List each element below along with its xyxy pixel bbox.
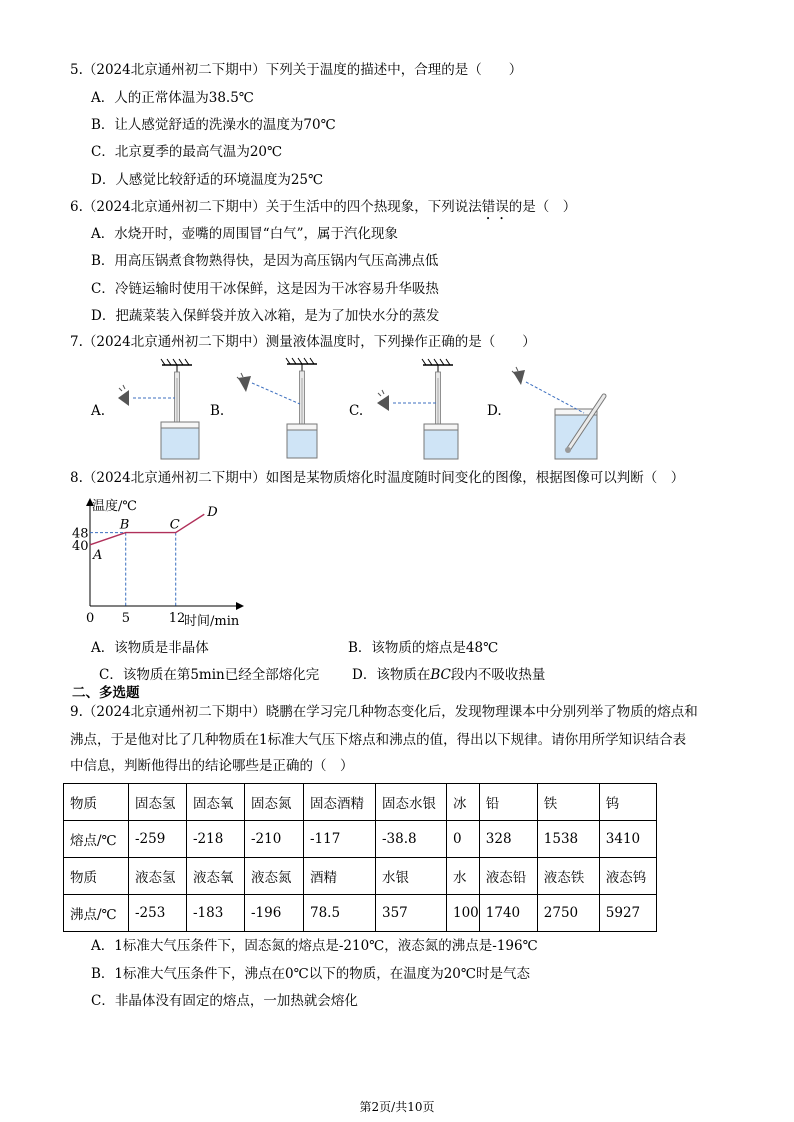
table-cell: 液态氮 xyxy=(245,858,304,895)
table-row xyxy=(64,858,657,895)
series-line xyxy=(90,514,204,545)
table-cell: 液态铁 xyxy=(537,858,599,895)
q5-option-a: A．人的正常体温为38.5℃ xyxy=(91,90,254,106)
q9-option-a: A．1标准大气压条件下，固态氮的熔点是-210℃，液态氮的沸点是-196℃ xyxy=(91,938,538,954)
x-axis-label: 时间/min xyxy=(184,614,240,629)
table-cell: 5927 xyxy=(599,895,656,932)
x-tick-label: 5 xyxy=(121,611,130,626)
q5-option-c: C．北京夏季的最高气温为20℃ xyxy=(91,144,283,160)
q9-stem-line-2: 沸点，于是他对比了几种物质在1标准大气压下熔点和沸点的值，得出以下规律。请你用所学知识结合表 xyxy=(70,732,687,748)
table-cell: -196 xyxy=(245,895,304,932)
table-cell: 沸点/℃ xyxy=(64,895,129,932)
q5-stem: 5.（2024北京通州初二下期中）下列关于温度的描述中，合理的是（ ） xyxy=(70,62,523,78)
table-cell: 78.5 xyxy=(304,895,376,932)
table-row xyxy=(64,821,657,858)
q8-option-d xyxy=(352,666,545,684)
table-cell: 0 xyxy=(447,821,480,858)
q5-option-b: B．让人感觉舒适的洗澡水的温度为70℃ xyxy=(91,117,336,133)
q9-table-body xyxy=(64,784,657,932)
q7-figure-d xyxy=(512,367,604,459)
table-cell: 固态水银 xyxy=(376,784,447,821)
table-cell: -183 xyxy=(187,895,245,932)
q8-option-d-segment: BC xyxy=(430,667,451,683)
point-label: B xyxy=(119,517,130,533)
q8-graph xyxy=(62,494,272,630)
table-cell: 物质 xyxy=(64,784,129,821)
q6-stem-after: 的是（ ） xyxy=(508,199,577,215)
q9-option-b: B．1标准大气压条件下，沸点在0℃以下的物质，在温度为20℃时是气态 xyxy=(91,966,530,982)
q8-option-d-before: D．该物质在 xyxy=(352,667,431,683)
q7-label-c: C. xyxy=(349,403,364,419)
x-tick-label: 0 xyxy=(86,611,95,626)
table-cell: 铁 xyxy=(537,784,599,821)
table-cell: 固态氧 xyxy=(187,784,245,821)
q8-option-c: C．该物质在第5min已经全部熔化完 xyxy=(99,667,320,683)
table-cell: 357 xyxy=(376,895,447,932)
table-cell: 固态氢 xyxy=(129,784,187,821)
point-label: A xyxy=(93,547,103,563)
q5-option-d: D．人感觉比较舒适的环境温度为25℃ xyxy=(91,172,324,188)
table-cell: 物质 xyxy=(64,858,129,895)
q7-label-d: D. xyxy=(487,403,502,419)
q6-option-a: A．水烧开时，壶嘴的周围冒“白气”，属于汽化现象 xyxy=(91,226,399,242)
table-cell: 1538 xyxy=(537,821,599,858)
table-cell: 2750 xyxy=(537,895,599,932)
q8-option-d-after: 段内不吸收热量 xyxy=(450,667,546,683)
table-cell: 液态氧 xyxy=(187,858,245,895)
q8-stem: 8.（2024北京通州初二下期中）如图是某物质熔化时温度随时间变化的图像，根据图像可以判断（ ） xyxy=(70,470,685,486)
table-cell: -117 xyxy=(304,821,376,858)
table-cell: -210 xyxy=(245,821,304,858)
q7-stem: 7.（2024北京通州初二下期中）测量液体温度时，下列操作正确的是（ ） xyxy=(70,334,536,350)
q6-option-d: D．把蔬菜装入保鲜袋并放入冰箱，是为了加快水分的蒸发 xyxy=(91,308,440,324)
page-footer: 第2页/共10页 xyxy=(359,1100,435,1114)
section-title: 二、多选题 xyxy=(72,685,140,701)
table-cell: 水银 xyxy=(376,858,447,895)
table-cell: 3410 xyxy=(599,821,656,858)
table-cell: 100 xyxy=(447,895,480,932)
y-tick-label: 48 xyxy=(72,526,89,542)
q9-option-c: C．非晶体没有固定的熔点，一加热就会熔化 xyxy=(91,993,358,1009)
q7-figure-a xyxy=(118,359,199,459)
q9-stem-line-3: 中信息，判断他得出的结论哪些是正确的（ ） xyxy=(70,758,354,774)
table-cell: 钨 xyxy=(599,784,656,821)
table-cell: -38.8 xyxy=(376,821,447,858)
q9-stem-line-1: 9.（2024北京通州初二下期中）晓鹏在学习完几种物态变化后，发现物理课本中分别列举了物质的熔点和 xyxy=(70,704,698,720)
y-axis-label: 温度/℃ xyxy=(92,499,137,514)
x-tick-label: 12 xyxy=(168,611,186,626)
q7-label-b: B. xyxy=(210,403,225,419)
table-cell: 固态酒精 xyxy=(304,784,376,821)
q6-stem-emphasis: 错误 xyxy=(481,199,509,215)
q8-option-b: B．该物质的熔点是48℃ xyxy=(348,640,499,656)
y-tick-label: 40 xyxy=(72,538,89,554)
q7-label-a: A. xyxy=(91,403,106,419)
table-cell: 1740 xyxy=(479,895,537,932)
table-row xyxy=(64,895,657,932)
table-cell: -218 xyxy=(187,821,245,858)
table-cell: 酒精 xyxy=(304,858,376,895)
table-cell: 固态氮 xyxy=(245,784,304,821)
table-cell: 铅 xyxy=(479,784,537,821)
table-cell: 水 xyxy=(447,858,480,895)
table-cell: 熔点/℃ xyxy=(64,821,129,858)
point-label: D xyxy=(207,505,218,521)
table-cell: 液态钨 xyxy=(599,858,656,895)
q7-figure-b xyxy=(237,358,317,458)
q6-option-b: B．用高压锅煮食物熟得快，是因为高压锅内气压高沸点低 xyxy=(91,253,439,269)
table-cell: 冰 xyxy=(447,784,480,821)
table-cell: -253 xyxy=(129,895,187,932)
q8-option-a: A．该物质是非晶体 xyxy=(91,640,209,656)
q6-stem-before: 6.（2024北京通州初二下期中）关于生活中的四个热现象，下列说法 xyxy=(70,199,482,215)
q6-option-c: C．冷链运输时使用干冰保鲜，这是因为干冰容易升华吸热 xyxy=(91,281,439,297)
table-cell: -259 xyxy=(129,821,187,858)
point-label: C xyxy=(169,517,180,533)
q9-table xyxy=(63,783,657,932)
q7-figures xyxy=(0,0,794,470)
table-row xyxy=(64,784,657,821)
table-cell: 液态氢 xyxy=(129,858,187,895)
table-cell: 328 xyxy=(479,821,537,858)
table-cell: 液态铅 xyxy=(479,858,537,895)
q7-figure-c xyxy=(377,359,458,459)
